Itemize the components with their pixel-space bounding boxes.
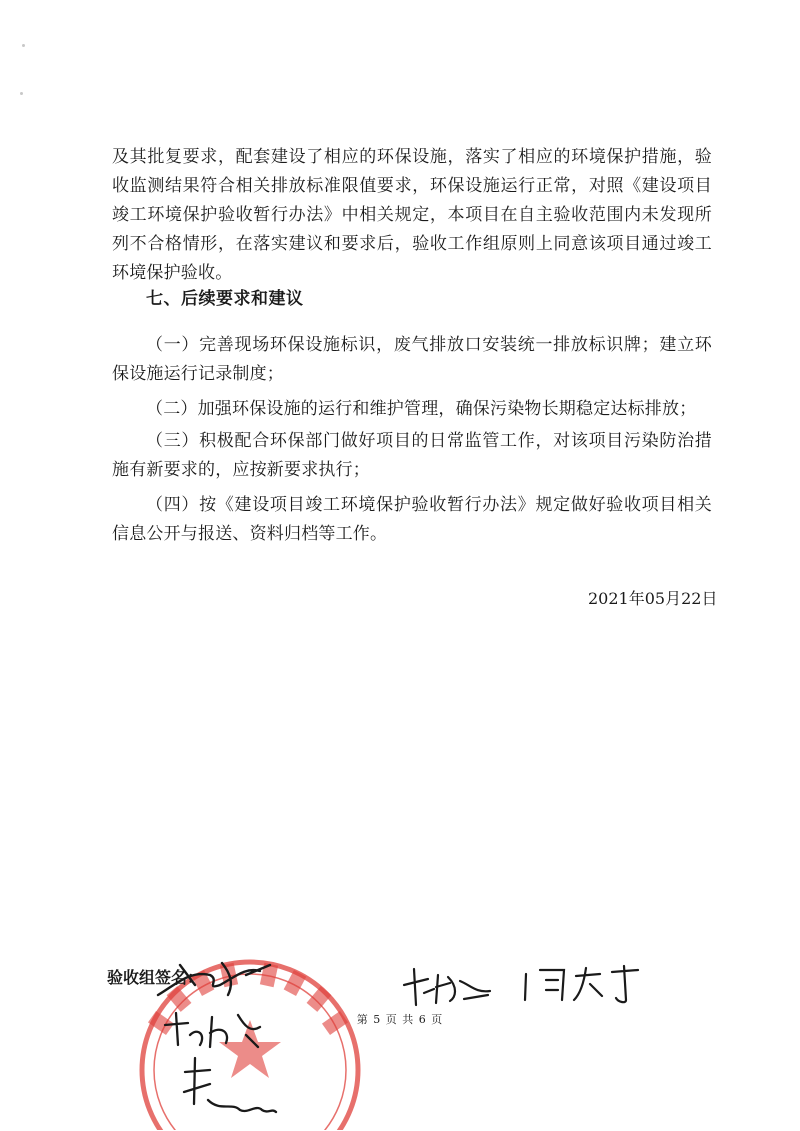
handwritten-signature-4	[400, 965, 495, 1010]
requirement-item-1: （一）完善现场环保设施标识，废气排放口安装统一排放标识牌；建立环保设施运行记录制度；	[112, 335, 712, 384]
page-number: 第 5 页 共 6 页	[356, 1013, 444, 1026]
section-heading: 七、后续要求和建议	[146, 289, 304, 309]
conclusion-paragraph: 及其批复要求，配套建设了相应的环保设施，落实了相应的环境保护措施，验收监测结果符合相关排放标准限值要求，环保设施运行正常，对照《建设项目竣工环境保护验收暂行办法》中相关规定，本项目在自主验收范围内未发现所列不合格情形，在落实建议和要求后，验收工作组原则上同意该项目通过竣工环境保护验收。	[112, 147, 712, 283]
handwritten-signature-1	[150, 955, 280, 1005]
requirement-item-4: （四）按《建设项目竣工环境保护验收暂行办法》规定做好验收项目相关信息公开与报送、资料归档等工作。	[112, 495, 712, 544]
requirement-item-3: （三）积极配合环保部门做好项目的日常监管工作，对该项目污染防治措施有新要求的，应按新要求执行；	[112, 431, 712, 480]
document-date: 2021年05月22日	[588, 589, 718, 608]
signature-label: 验收组签名：	[107, 968, 204, 987]
scan-speck	[22, 44, 25, 47]
handwritten-signature-3	[180, 1052, 280, 1122]
requirement-item-2: （二）加强环保设施的运行和维护管理，确保污染物长期稳定达标排放；	[146, 399, 697, 419]
handwritten-signature-5	[520, 962, 645, 1007]
scan-speck	[20, 92, 23, 95]
